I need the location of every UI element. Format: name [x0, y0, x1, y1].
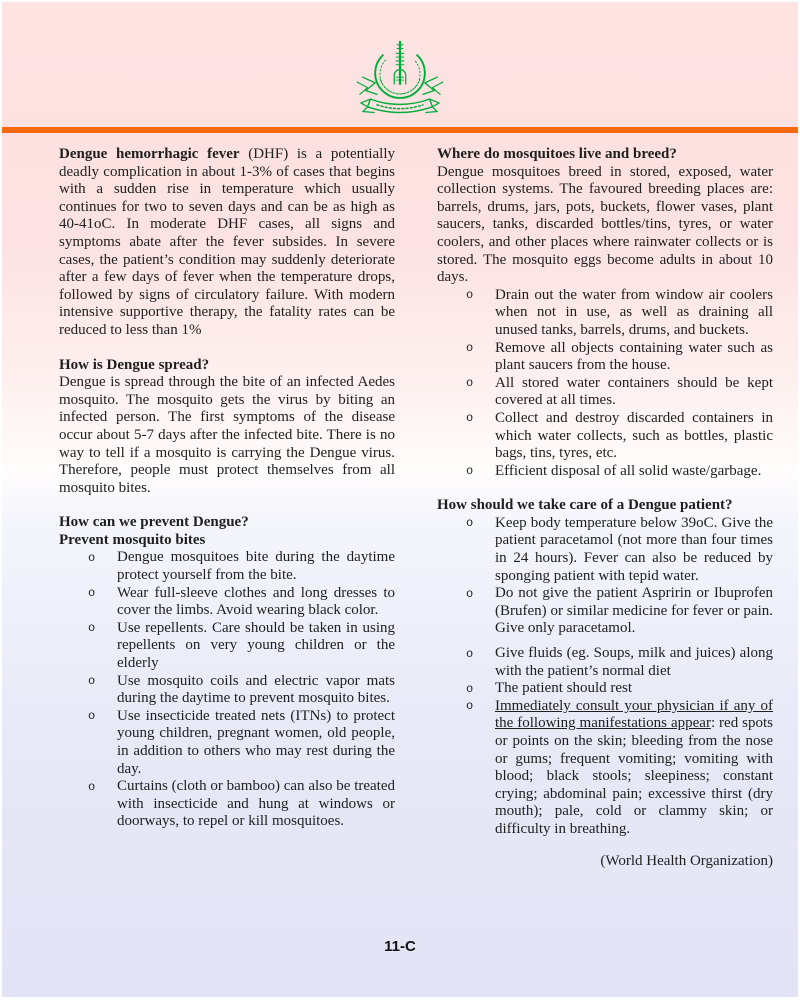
spread-paragraph: Dengue is spread through the bite of an infected Aedes mosquito. The mosquito gets the virus by biting an infected person. The first symptoms of the disease occur about 5-7 days after the infected bite. There is no way to tell if a mosquito is carrying the Dengue virus. Therefore, people must protect themselves from all mosquito bites.: [59, 374, 395, 496]
list-item: o Collect and destroy discarded containers in which water collects, such as bottles, plastic bags, tins, tyres, etc.: [466, 409, 773, 462]
section-dhf-intro: [59, 146, 395, 340]
list-item: o Dengue mosquitoes bite during the daytime protect yourself from the bite.: [88, 549, 395, 584]
bullet-marker: o: [88, 621, 96, 636]
bullet-marker: o: [88, 586, 96, 601]
intro-bold-lead: Dengue hemorrhagic fever: [59, 146, 240, 162]
heading-where-breed: Where do mosquitoes live and breed?: [437, 146, 677, 162]
bullet-marker: o: [466, 288, 474, 303]
bullet-marker: o: [466, 516, 474, 531]
list-item: o The patient should rest: [437, 680, 773, 698]
page-header: [2, 2, 798, 127]
breed-paragraph: Dengue mosquitoes breed in stored, exposed, water collection systems. The favoured breeding places are: barrels, drums, jars, pots, buckets, flower vases, plant saucers, tanks, discarded bottles/tins, tyres, or water coolers, and other places where rainwater collects or is stored. The mosquito eggs become adults in about 10 days.: [437, 163, 773, 286]
bullet-marker: o: [88, 709, 96, 724]
list-item-warning: [437, 698, 773, 839]
section-breed: [437, 146, 773, 480]
two-column-body: [2, 133, 798, 887]
bullet-marker: o: [466, 699, 474, 714]
left-column: [59, 146, 395, 887]
list-item: o Drain out the water from window air coolers when not in use, as well as draining all unused tanks, barrels, drums, and buckets.: [466, 286, 773, 338]
list-item: o Use insecticide treated nets (ITNs) to protect young children, pregnant women, old people, in addition to others who may rest during the day.: [88, 707, 395, 777]
attribution-who: (World Health Organization): [600, 852, 773, 869]
bullet-marker: o: [466, 681, 474, 696]
section-care: [437, 497, 773, 870]
prevent-bullet-list: [59, 549, 395, 831]
section-how-spread: [59, 357, 395, 498]
list-item: o Give fluids (eg. Soups, milk and juices) along with the patient’s normal diet: [466, 645, 773, 679]
bullet-marker: o: [466, 464, 474, 479]
section-prevent: [59, 514, 395, 831]
bullet-marker: o: [88, 550, 96, 565]
list-item: o Efficient disposal of all solid waste/garbage.: [437, 463, 773, 481]
list-item: o Use mosquito coils and electric vapor mats during the daytime to prevent mosquito bites.: [88, 672, 395, 707]
list-item: o Remove all objects containing water such as plant saucers from the house.: [466, 339, 773, 374]
bullet-marker: o: [466, 376, 474, 391]
intro-paragraph: [59, 146, 395, 340]
care-bullet-list: [437, 515, 773, 839]
heading-prevent-dengue: How can we prevent Dengue?: [59, 514, 249, 531]
list-item: o Curtains (cloth or bamboo) can also be treated with insecticide and hung at windows or doorways, to repel or kill mosquitoes.: [88, 778, 395, 830]
list-item: o Keep body temperature below 39oC. Give the patient paracetamol (not more than four times in 24 hours). Fever can also be reduced by sponging patient with tepid water.: [466, 514, 773, 584]
organization-crest-logo: [346, 39, 454, 123]
breed-bullet-list: [437, 287, 773, 481]
bullet-marker: o: [466, 411, 474, 426]
page-number: 11-C: [384, 938, 416, 955]
heading-care-patient: How should we take care of a Dengue patient?: [437, 497, 733, 514]
heading-how-spread: How is Dengue spread?: [59, 356, 210, 373]
heading-prevent-bites: Prevent mosquito bites: [59, 531, 206, 548]
warning-detail-text: : red spots or points on the skin; bleeding from the nose or gums; frequent vomiting; vomiting with blood; black stools; sleepiness; constant crying; abdominal pain; excessive thirst (dry mouth); pale, cold or clammy skin; or difficulty in breathing.: [495, 715, 773, 837]
list-item: o All stored water containers should be kept covered at all times.: [466, 374, 773, 409]
bullet-marker: o: [88, 779, 96, 794]
intro-text: (DHF) is a potentially deadly complication in about 1-3% of cases that begins with a sudden rise in temperature which usually continues for two to seven days and can be as high as 40-41oC. In moderate DHF cases, all signs and symptoms abate after the fever subsides. In severe cases, the patient’s condition may suddenly deteriorate after a few days of fever when the temperature drops, followed by signs of circulatory failure. With modern intensive supportive therapy, the fatality rates can be reduced to less than 1%: [59, 146, 395, 338]
bullet-marker: o: [88, 674, 96, 689]
list-item: o Wear full-sleeve clothes and long dresses to cover the limbs. Avoid wearing black color.: [88, 584, 395, 619]
list-item: o Use repellents. Care should be taken in using repellents on very young children or the elderly: [88, 619, 395, 672]
bullet-marker: o: [466, 341, 474, 356]
warning-underlined-phrase: Immediately consult your physician if any of the following manifestations appear: [495, 697, 773, 732]
right-column: [437, 146, 773, 887]
bullet-marker: o: [466, 586, 474, 601]
document-page: [2, 2, 798, 997]
bullet-marker: o: [466, 646, 474, 661]
list-item: o Do not give the patient Aspririn or Ibuprofen (Brufen) or similar medicine for fever or pain. Give only paracetamol.: [466, 585, 773, 637]
